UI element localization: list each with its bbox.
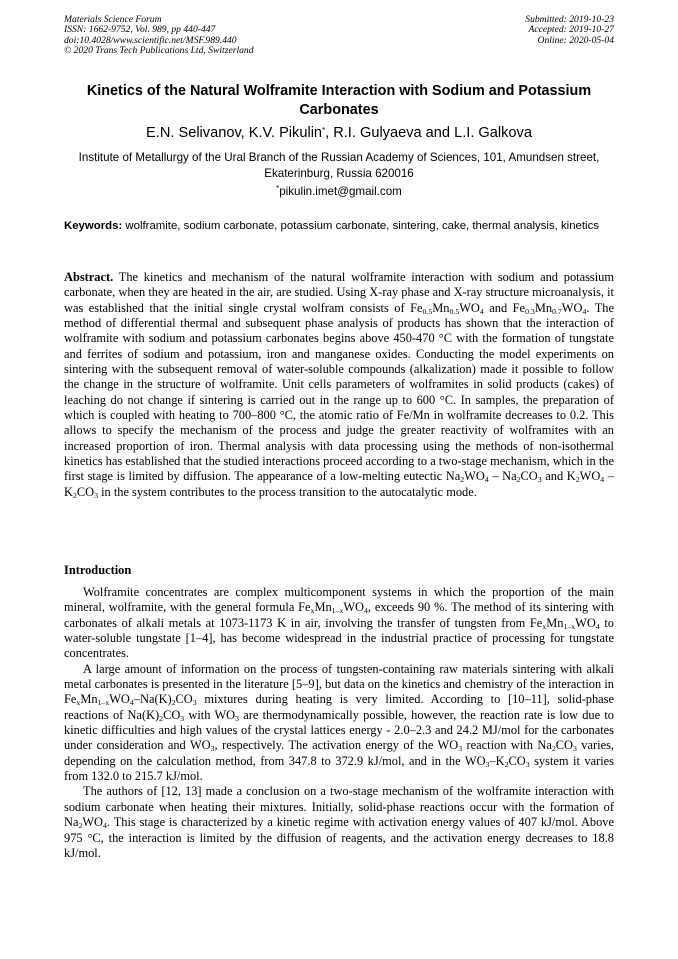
subscript: 1–x bbox=[97, 698, 110, 708]
subscript: 2 bbox=[516, 475, 521, 485]
paragraph-text: CO bbox=[555, 738, 573, 753]
subscript: 4 bbox=[582, 306, 587, 316]
paragraph-text: Mn bbox=[80, 692, 98, 707]
author-list bbox=[64, 124, 614, 142]
paragraph-text: with WO bbox=[184, 707, 236, 722]
subscript: 2 bbox=[551, 744, 556, 754]
paragraph-text: The authors of [12, 13] made a conclusion on a two-stage mechanism of the wolframite interaction with sodium carbonate when heating their mixtures. Initially, solid-phase reactions occur with the formation of Na bbox=[64, 784, 614, 830]
keywords-label: Keywords: bbox=[64, 220, 123, 232]
paragraph-text: –K bbox=[489, 753, 505, 768]
paragraph-text: to water-soluble tungstate [1–4], has become widespread in the industrial practice of processing for tungstate concentrates. bbox=[64, 615, 614, 661]
journal-info bbox=[64, 15, 254, 57]
subscript: 4 bbox=[595, 621, 600, 631]
accepted-date: Accepted: 2019-10-27 bbox=[528, 24, 614, 36]
keywords bbox=[64, 219, 614, 234]
affiliation: Institute of Metallurgy of the Ural Branch of the Russian Academy of Sciences, 101, Amundsen street, Ekaterinburg, Russia 620016 bbox=[78, 151, 600, 180]
paragraph-text: mixtures during heating is very limited. According to [10–11], solid-phase reactions of Na(K) bbox=[64, 692, 614, 722]
paragraph-text: Mn bbox=[546, 615, 564, 630]
subscript: x bbox=[76, 698, 81, 708]
corresponding-author-mark: * bbox=[322, 126, 326, 135]
submitted-date: Submitted: 2019-10-23 bbox=[525, 14, 614, 25]
subscript: 3 bbox=[458, 744, 463, 754]
subscript: 2 bbox=[504, 759, 509, 769]
paragraph-text: WO bbox=[109, 692, 130, 707]
abstract-text: WO bbox=[459, 300, 480, 315]
subscript: 3 bbox=[180, 713, 185, 723]
subscript: 2 bbox=[159, 713, 164, 723]
abstract-text: in the system contributes to the process transition to the autocatalytic mode. bbox=[97, 484, 477, 499]
abstract-text: and Fe bbox=[483, 300, 526, 315]
paragraph-text: –Na(K) bbox=[133, 692, 172, 707]
introduction-body bbox=[64, 585, 614, 861]
paragraph-text: Wolframite concentrates are complex multicomponent systems in which the proportion of the main mineral, wolframite, with the general formula Fe bbox=[64, 585, 614, 615]
paragraph-text: . This stage is characterized by a kinetic regime with activation energy values of 407 kJ/mol. Above 975 °C, the interaction is limited by the diffusion of reagents, and the activation energy decreases to 18.8 kJ/mol. bbox=[64, 815, 614, 860]
paragraph-text: , respectively. The activation energy of the WO bbox=[214, 738, 459, 753]
subscript: 2 bbox=[72, 490, 77, 500]
keywords-text: wolframite, sodium carbonate, potassium carbonate, sintering, cake, thermal analysis, kinetics bbox=[122, 220, 599, 232]
subscript: 3 bbox=[572, 744, 577, 754]
email-address[interactable]: pikulin.imet@gmail.com bbox=[279, 185, 402, 198]
journal-doi[interactable]: doi:10.4028/www.scientific.net/MSF.989.440 bbox=[64, 34, 237, 46]
paragraph-text: WO bbox=[343, 600, 365, 615]
abstract-text: WO bbox=[464, 469, 485, 484]
email-mark: * bbox=[276, 184, 280, 193]
subscript: x bbox=[310, 606, 315, 616]
abstract-text: WO bbox=[579, 469, 601, 484]
abstract-text: CO bbox=[520, 469, 538, 484]
paragraph-text: Mn bbox=[314, 600, 332, 615]
abstract-text: – K bbox=[64, 469, 614, 499]
abstract-text: CO bbox=[76, 484, 95, 499]
subscript: 3 bbox=[537, 475, 542, 485]
intro-paragraph-3 bbox=[64, 784, 614, 861]
abstract-text: . The method of differential thermal and subsequent phase analysis of products has shown that the interaction of wolframite with sodium and potassium carbonates begins above 450-470 °C with the formation of tungstate and ferrites of sodium and potassium, iron and manganese oxides. Conducting the model experiments on sintering with the subsequent removal of water-soluble compounds (alkalization) made it possible to follow the change in the structure of wolframite. Unit cells parameters of wolframites in solid products (cakes) of leaching do not change if sintering is carried out in the range up to 600 °C. In samples, the preparation of which is coupled with heating to 700–800 °C, the atomic ratio of Fe/Mn in wolframite decreases to 0.2. This allows to specify the mechanism of the process and judge the greater reactivity of wolframites with an increased proportion of iron. Thermal analysis with data processing using the methods of non-isothermal kinetics has established that the studied interactions proceed according to a two-stage mechanism, which in the first stage is limited by diffusion. The appearance of a low-melting eutectic Na bbox=[64, 300, 614, 484]
paragraph-text: WO bbox=[575, 615, 596, 630]
paragraph-text: , exceeds 90 %. The method of its sintering with carbonates of alkali metals at 1073-1173 K in air, involving the transfer of tungsten from Fe bbox=[64, 600, 614, 630]
intro-paragraph-2 bbox=[64, 662, 614, 785]
journal-name: Materials Science Forum bbox=[64, 14, 162, 25]
subscript: 3 bbox=[94, 490, 98, 500]
subscript: 4 bbox=[600, 475, 605, 485]
paragraph-text: CO bbox=[175, 692, 193, 707]
subscript: 2 bbox=[575, 475, 580, 485]
abstract-text: Mn bbox=[432, 300, 450, 315]
submission-dates bbox=[525, 15, 614, 46]
subscript: 0.5 bbox=[449, 306, 460, 316]
subscript: 3 bbox=[525, 759, 530, 769]
subscript: 3 bbox=[192, 698, 197, 708]
abstract-label: Abstract. bbox=[64, 270, 114, 284]
paragraph-text: system it varies from 132.0 to 215.7 kJ/mol. bbox=[64, 753, 614, 784]
subscript: 4 bbox=[364, 606, 368, 616]
paragraph-text: CO bbox=[508, 753, 526, 768]
abstract-text: WO bbox=[561, 300, 583, 315]
paragraph-text: varies, depending on the calculation method, from 347.8 to 372.9 kJ/mol, and in the WO bbox=[64, 738, 614, 768]
contact-email bbox=[64, 184, 614, 200]
abstract-text: The kinetics and mechanism of the natural wolframite interaction with sodium and potassium carbonate, when they are heated in the air, are studied. Using X-ray phase and X-ray structure microanalysis, it was established that the initial single crystal wolfram consists of Fe bbox=[64, 270, 614, 315]
subscript: 2 bbox=[171, 698, 176, 708]
subscript: 3 bbox=[210, 744, 215, 754]
subscript: 1–x bbox=[331, 606, 344, 616]
online-date: Online: 2020-05-04 bbox=[537, 34, 614, 46]
authors-part-2: , R.I. Gulyaeva and L.I. Galkova bbox=[325, 125, 532, 141]
paragraph-text: are thermodynamically possible, however, the reaction rate is low due to kinetic difficulties and high values of the crystal lattices energy - 2.0–2.3 and 24.2 MJ/mol for the carbonates under consideration and WO bbox=[64, 707, 614, 753]
subscript: 4 bbox=[103, 821, 107, 831]
abstract-text: and K bbox=[541, 469, 576, 484]
abstract-text: – Na bbox=[488, 469, 517, 484]
subscript: 4 bbox=[129, 698, 134, 708]
subscript: x bbox=[542, 621, 547, 631]
subscript: 0.3 bbox=[525, 306, 535, 316]
paragraph-text: A large amount of information on the process of tungsten-containing raw materials sintering with alkali metal carbonates is presented in the literature [5–9], but data on the kinetics and chemistry of the interaction in Fe bbox=[64, 661, 614, 707]
subscript: 0.5 bbox=[422, 306, 433, 316]
abstract bbox=[64, 270, 614, 500]
authors-part-1: E.N. Selivanov, K.V. Pikulin bbox=[146, 125, 323, 141]
subscript: 4 bbox=[479, 306, 484, 316]
subscript: 0.7 bbox=[552, 306, 562, 316]
journal-issn: ISSN: 1662-9752, Vol. 989, pp 440-447 bbox=[64, 24, 216, 36]
paragraph-text: WO bbox=[82, 815, 104, 830]
subscript: 3 bbox=[485, 759, 490, 769]
paragraph-text: reaction with Na bbox=[462, 738, 552, 753]
intro-paragraph-1 bbox=[64, 585, 614, 662]
section-heading-introduction: Introduction bbox=[64, 563, 132, 577]
paragraph-text: CO bbox=[163, 707, 181, 722]
subscript: 2 bbox=[460, 475, 465, 485]
subscript: 4 bbox=[484, 475, 489, 485]
paper-title: Kinetics of the Natural Wolframite Interaction with Sodium and Potassium Carbonates bbox=[86, 83, 592, 118]
journal-copyright: © 2020 Trans Tech Publications Ltd, Switzerland bbox=[64, 45, 254, 57]
subscript: 1–x bbox=[563, 621, 576, 631]
abstract-text: Mn bbox=[534, 300, 553, 315]
subscript: 3 bbox=[235, 713, 240, 723]
subscript: 2 bbox=[78, 821, 83, 831]
